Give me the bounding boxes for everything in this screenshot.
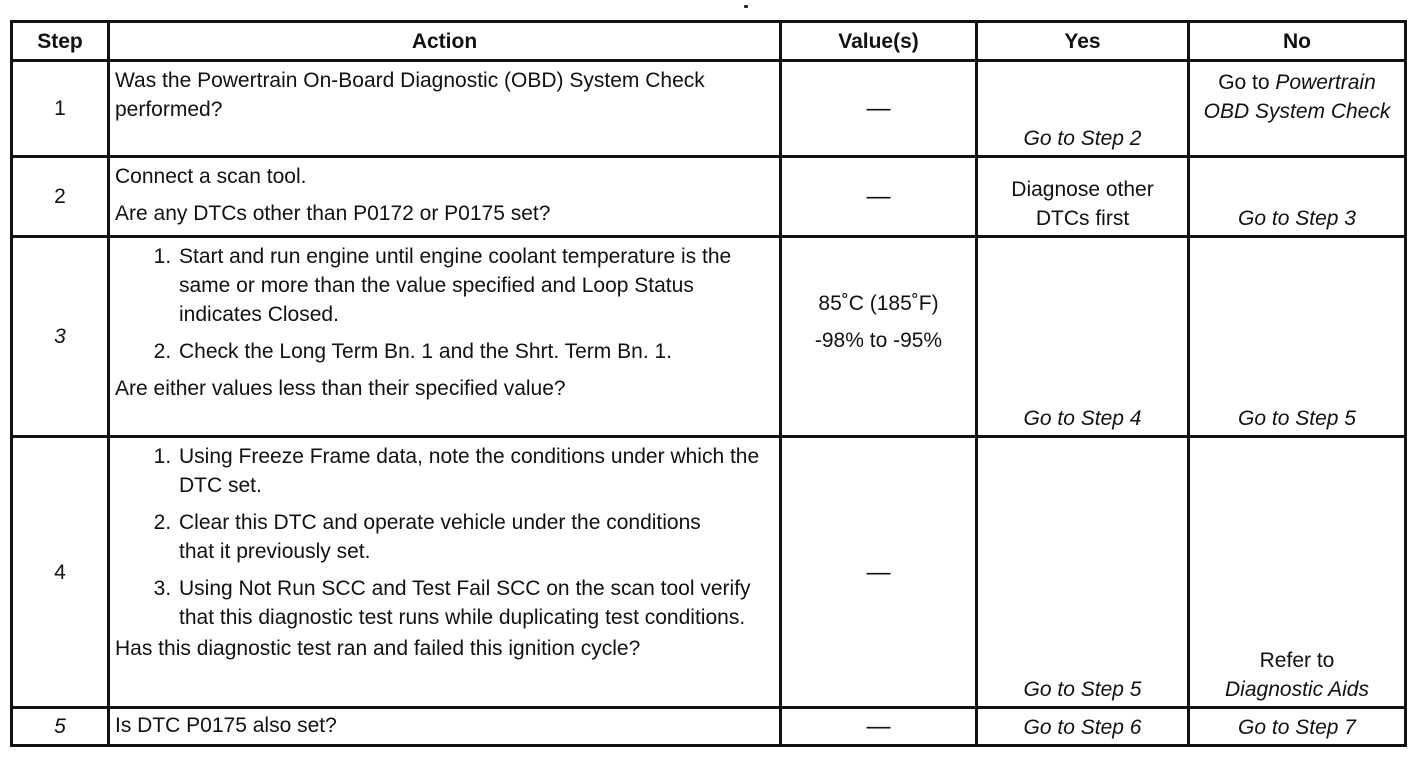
step-number: 1	[12, 61, 109, 157]
action-steps-list	[115, 442, 775, 632]
no-cell: Go to Step 5	[1189, 237, 1406, 437]
value-cell: —	[781, 437, 977, 708]
header-no: No	[1189, 22, 1406, 61]
table-row-step-3	[12, 237, 1406, 437]
scan-speck	[744, 5, 748, 8]
table-row-step-5	[12, 708, 1406, 746]
header-step: Step	[12, 22, 109, 61]
table-row-step-2	[12, 157, 1406, 237]
table-row-step-1	[12, 61, 1406, 157]
yes-cell: Diagnose other DTCs first	[977, 157, 1189, 237]
value-cell: —	[781, 61, 977, 157]
no-cell: Go to Step 3	[1189, 157, 1406, 237]
value-cell	[781, 237, 977, 437]
action-text	[109, 437, 781, 708]
action-question: Was the Powertrain On-Board Diagnostic (OBD) System Check performed?	[115, 69, 705, 121]
action-text	[109, 61, 781, 157]
no-prefix: Refer to	[1259, 649, 1335, 672]
no-link: Powertrain OBD System Check	[1203, 71, 1391, 123]
no-cell	[1189, 437, 1406, 708]
action-line-2: Are any DTCs other than P0172 or P0175 set?	[115, 202, 551, 225]
yes-cell: Go to Step 2	[977, 61, 1189, 157]
diagnostic-table-container	[10, 20, 1404, 747]
header-yes: Yes	[977, 22, 1189, 61]
action-question: Are either values less than their specified value?	[115, 377, 566, 400]
no-cell	[1189, 61, 1406, 157]
header-values: Value(s)	[781, 22, 977, 61]
action-steps-list	[115, 242, 775, 366]
value-fuel-trim: -98% to -95%	[814, 328, 943, 352]
action-text	[109, 157, 781, 237]
list-item: 2. Check the Long Term Bn. 1 and the Shrt. Term Bn. 1.	[177, 337, 775, 366]
yes-cell: Go to Step 5	[977, 437, 1189, 708]
step-number: 2	[12, 157, 109, 237]
diagnostic-table	[10, 20, 1407, 747]
no-link: Diagnostic Aids	[1225, 678, 1369, 701]
step-number: 3	[12, 237, 109, 437]
action-text: Is DTC P0175 also set?	[109, 708, 781, 746]
step-number: 5	[12, 708, 109, 746]
action-question: Has this diagnostic test ran and failed this ignition cycle?	[115, 637, 641, 660]
list-item: 3. Using Not Run SCC and Test Fail SCC on the scan tool verify that this diagnostic test runs while duplicating test conditions.	[177, 574, 775, 632]
yes-cell: Go to Step 4	[977, 237, 1189, 437]
list-item: 2. Clear this DTC and operate vehicle under the conditions that it previously set.	[177, 508, 775, 566]
list-item: 1. Start and run engine until engine coolant temperature is the same or more than the value specified and Loop Status indicates Closed.	[177, 242, 775, 329]
action-text	[109, 237, 781, 437]
action-line-1: Connect a scan tool.	[115, 165, 307, 188]
step-number: 4	[12, 437, 109, 708]
value-cell: —	[781, 157, 977, 237]
header-row	[12, 22, 1406, 61]
yes-cell: Go to Step 6	[977, 708, 1189, 746]
table-row-step-4	[12, 437, 1406, 708]
value-cell: —	[781, 708, 977, 746]
value-temperature: 85˚C (185˚F)	[818, 291, 939, 315]
header-action: Action	[109, 22, 781, 61]
no-cell: Go to Step 7	[1189, 708, 1406, 746]
no-prefix: Go to	[1218, 71, 1270, 94]
list-item: 1. Using Freeze Frame data, note the conditions under which the DTC set.	[177, 442, 775, 500]
